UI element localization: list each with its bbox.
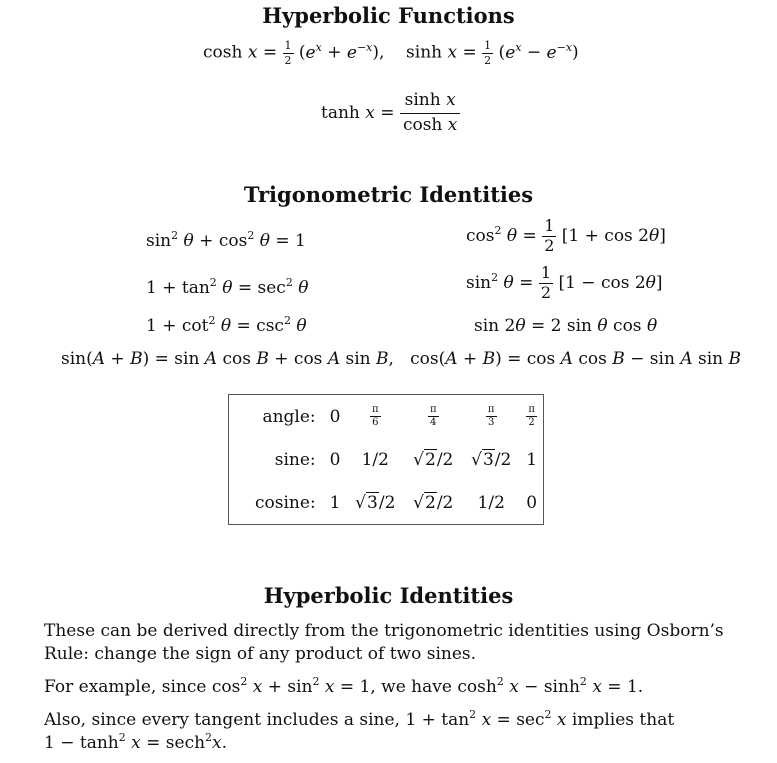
paragraph-example: For example, since $\cos^2 x + \sin^2 x = 1$, we have $\cosh^2 x - \sinh^2 x = 1$.: [44, 675, 644, 697]
table-row-cosine: [229, 481, 544, 525]
row-label: cosine:: [255, 492, 316, 513]
table-cell: 0: [329, 449, 341, 470]
identity-angle-sum: sin(A + B) = sin A cos B + cos A sin B, cos(A + B) = cos A cos B − sin A sin B: [61, 349, 742, 369]
table-cell: 1: [526, 449, 538, 470]
identity-tan-sec: $1 + \tan^2 \theta = \sec^2 \theta$: [146, 276, 309, 298]
identity-cot-csc: $1 + \cot^2 \theta = \csc^2 \theta$: [146, 314, 307, 336]
paragraph-osborn-rule: These can be derived directly from the trigonometric identities using Osborn’s Rule: change the sign of any product of two sines.: [44, 621, 724, 664]
table-cell: √2/2: [413, 449, 454, 470]
row-label: sine:: [274, 449, 316, 470]
identity-sin-double: sin 2θ = 2 sin θ cos θ: [474, 316, 658, 336]
table-cell: √2/2: [413, 492, 454, 513]
table-cell: $\frac{\pi}{3}$: [487, 403, 495, 428]
table-cell: $\frac{\pi}{2}$: [528, 403, 535, 428]
table-row-sine: [229, 438, 544, 481]
heading-trig-identities: Trigonometric Identities: [243, 182, 534, 207]
table-cell: 1/2: [361, 449, 389, 470]
identity-cos-squared: $\cos^2 \theta$ = $\frac{1}{2}$ [1 + cos 2θ]: [466, 216, 666, 255]
row-label: angle:: [262, 406, 316, 427]
table-cell: 0: [329, 406, 341, 427]
table-row-angle: [229, 395, 544, 439]
half-fraction: $\frac{1}{2}$: [284, 39, 292, 67]
heading-hyperbolic-identities: Hyperbolic Identities: [263, 583, 514, 608]
identity-pythagorean: $\sin^2 \theta + \cos^2 \theta = 1$: [146, 229, 306, 251]
identity-sin-squared: $\sin^2 \theta$ = $\frac{1}{2}$ [1 − cos 2θ]: [466, 263, 663, 302]
table-cell: 1: [329, 492, 341, 513]
table-cell: 0: [526, 492, 538, 513]
table-cell: 1/2: [477, 492, 505, 513]
table-cell: √3/2: [471, 449, 512, 470]
table-cell: √3/2: [355, 492, 396, 513]
table-cell: $\frac{\pi}{4}$: [429, 403, 437, 428]
cosh-sinh-definitions: cosh x = $\frac{1}{2}$ $(e^x + e^{-x})$, sinh x = $\frac{1}{2}$ $(e^x - e^{-x})$: [203, 39, 579, 67]
special-angles-table: [228, 394, 544, 525]
heading-hyperbolic-functions: Hyperbolic Functions: [262, 3, 515, 28]
paragraph-tangent: Also, since every tangent includes a sine, $1 + \tan^2 x = \sec^2 x$ implies that $1 - \tanh^2 x = \sec h^2x$.: [44, 708, 675, 753]
tanh-definition: tanh x = $\frac{\text{sinh x}}{\text{cosh x}}$: [321, 92, 460, 135]
table-cell: $\frac{\pi}{6}$: [371, 403, 379, 428]
